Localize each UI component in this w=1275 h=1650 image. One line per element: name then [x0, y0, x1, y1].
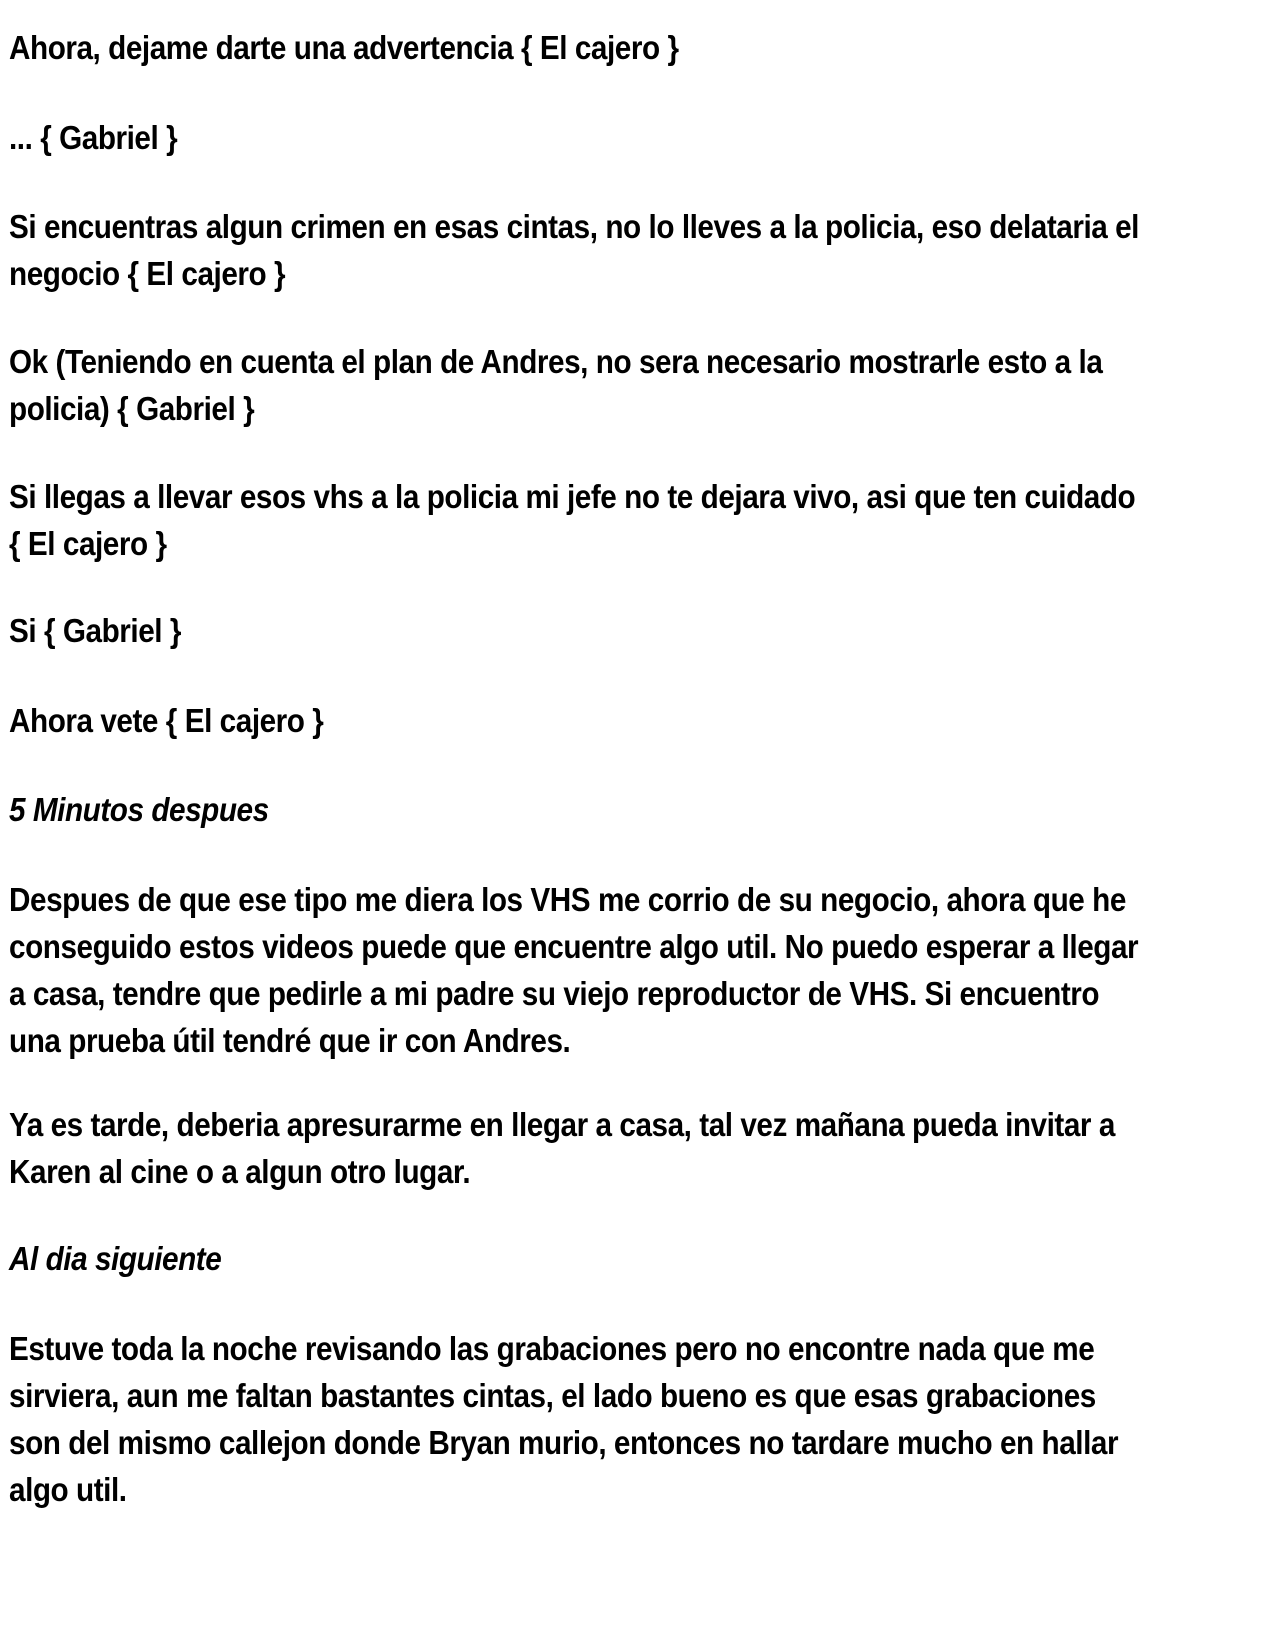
- scene-transition-heading: 5 Minutos despues: [9, 791, 269, 828]
- dialogue-line: Ok (Teniendo en cuenta el plan de Andres, no sera necesario mostrarle esto a la policia) { Gabriel }: [9, 343, 1103, 427]
- dialogue-line: ... { Gabriel }: [9, 119, 178, 156]
- dialogue-line: Ahora, dejame darte una advertencia { El cajero }: [9, 29, 679, 66]
- scene-transition-heading: Al dia siguiente: [9, 1240, 222, 1277]
- narration-paragraph: Despues de que ese tipo me diera los VHS me corrio de su negocio, ahora que he conseguido estos videos puede que encuentre algo util. No puedo esperar a llegar a casa, tendre que pedirle a mi padre su viejo reproductor de VHS. Si encuentro una prueba útil tendré que ir con Andres.: [9, 881, 1139, 1059]
- dialogue-line: Si llegas a llevar esos vhs a la policia mi jefe no te dejara vivo, asi que ten cuidado { El cajero }: [9, 478, 1136, 562]
- dialogue-line: Si { Gabriel }: [9, 612, 181, 649]
- narration-paragraph: Ya es tarde, deberia apresurarme en llegar a casa, tal vez mañana pueda invitar a Karen al cine o a algun otro lugar.: [9, 1106, 1115, 1190]
- dialogue-line: Si encuentras algun crimen en esas cintas, no lo lleves a la policia, eso delataria el negocio { El cajero }: [9, 208, 1139, 292]
- narration-paragraph: Estuve toda la noche revisando las grabaciones pero no encontre nada que me sirviera, aun me faltan bastantes cintas, el lado bueno es que esas grabaciones son del mismo callejon donde Bryan murio, entonces no tardare mucho en hallar algo util.: [9, 1330, 1119, 1508]
- dialogue-line: Ahora vete { El cajero }: [9, 702, 324, 739]
